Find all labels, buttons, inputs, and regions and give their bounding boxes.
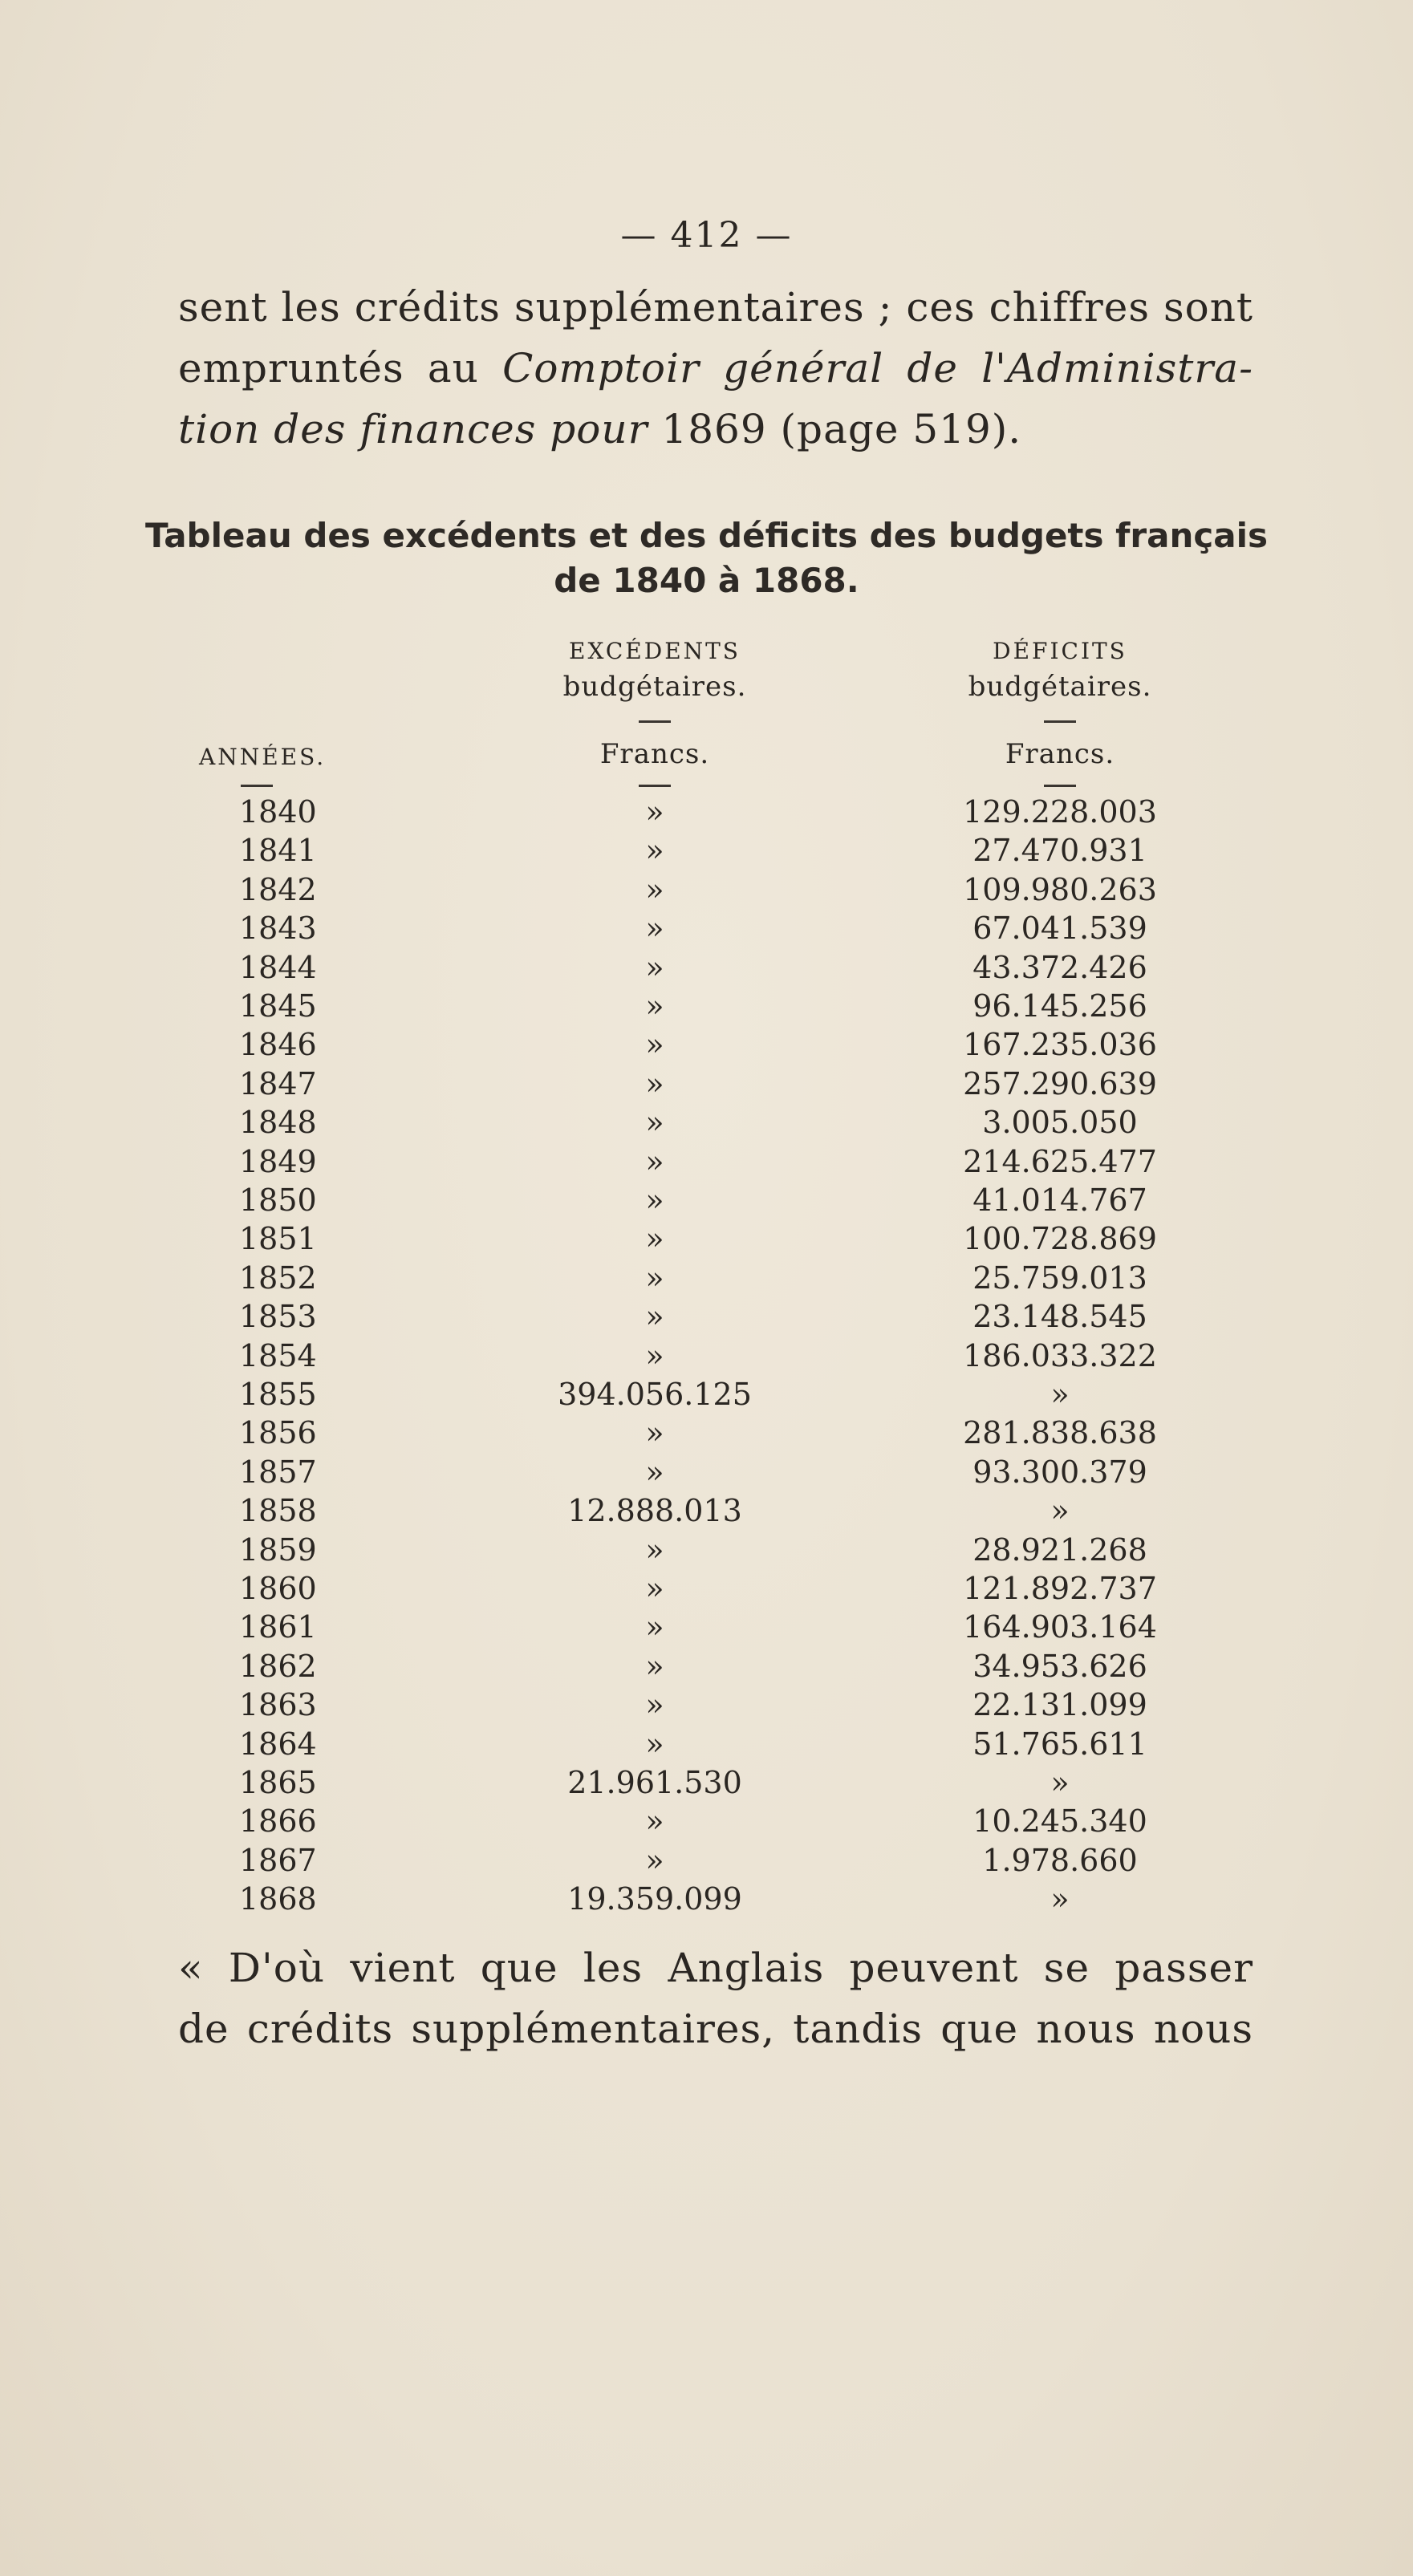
row-excess-value: » bbox=[645, 1338, 664, 1373]
row-deficit-value: 43.372.426 bbox=[972, 950, 1147, 985]
outro-paragraph bbox=[178, 1937, 1253, 2059]
intro-paragraph bbox=[178, 277, 1253, 460]
row-year: 1853 bbox=[239, 1299, 317, 1334]
row-excess-value: » bbox=[645, 794, 664, 830]
row-excess-value: » bbox=[645, 1649, 664, 1684]
deficit-header-sub: budgétaires. bbox=[968, 671, 1152, 703]
row-deficit-value: 164.903.164 bbox=[963, 1609, 1157, 1645]
row-year: 1847 bbox=[239, 1066, 317, 1101]
row-year: 1851 bbox=[239, 1221, 317, 1256]
row-deficit-value: 25.759.013 bbox=[972, 1260, 1147, 1296]
row-deficit-value: 100.728.869 bbox=[963, 1221, 1157, 1256]
row-excess-value: » bbox=[645, 950, 664, 985]
row-year: 1849 bbox=[239, 1144, 317, 1179]
deficit-unit-rule bbox=[1044, 785, 1076, 787]
row-excess-value: » bbox=[645, 1571, 664, 1606]
intro-line-3 bbox=[178, 399, 1253, 460]
row-year: 1862 bbox=[239, 1649, 317, 1684]
row-deficit-value: 23.148.545 bbox=[972, 1299, 1147, 1334]
excess-header-rule bbox=[639, 720, 671, 723]
years-header-rule bbox=[241, 785, 273, 787]
row-year: 1852 bbox=[239, 1260, 317, 1296]
row-year: 1867 bbox=[239, 1843, 317, 1878]
row-year: 1863 bbox=[239, 1687, 317, 1722]
row-deficit-value: » bbox=[1050, 1765, 1070, 1800]
table-title-line-1: Tableau des excédents et des déficits des budgets français bbox=[144, 516, 1268, 555]
row-excess-value: » bbox=[645, 1803, 664, 1839]
row-deficit-value: 167.235.036 bbox=[963, 1027, 1157, 1062]
intro-line-2-italic: Comptoir général de l'Administra- bbox=[502, 345, 1253, 391]
row-deficit-value: 214.625.477 bbox=[963, 1144, 1157, 1179]
row-year: 1864 bbox=[239, 1726, 317, 1762]
row-excess-value: » bbox=[645, 1532, 664, 1568]
table-title bbox=[0, 513, 1413, 603]
row-deficit-value: 109.980.263 bbox=[963, 872, 1157, 907]
outro-line-2: de crédits supplémentaires, tandis que nous nous bbox=[178, 2006, 1253, 2052]
excess-column-header bbox=[510, 634, 799, 704]
deficit-unit: Francs. bbox=[1005, 738, 1115, 770]
row-year: 1866 bbox=[239, 1803, 317, 1839]
row-excess-value: » bbox=[645, 1221, 664, 1256]
row-year: 1858 bbox=[239, 1493, 317, 1528]
row-deficit-value: 51.765.611 bbox=[972, 1726, 1147, 1762]
intro-line-2-roman: empruntés au bbox=[178, 345, 503, 391]
row-year: 1860 bbox=[239, 1571, 317, 1606]
row-year: 1855 bbox=[239, 1377, 317, 1412]
row-year: 1841 bbox=[239, 833, 317, 868]
row-excess-value: » bbox=[645, 1687, 664, 1722]
row-excess-value: » bbox=[645, 1609, 664, 1645]
row-deficit-value: 129.228.003 bbox=[963, 794, 1157, 830]
row-deficit-value: 3.005.050 bbox=[982, 1105, 1138, 1140]
row-excess-value: 21.961.530 bbox=[567, 1765, 742, 1800]
row-excess-value: » bbox=[645, 1144, 664, 1179]
excess-header-caps: EXCÉDENTS bbox=[569, 638, 741, 664]
row-year: 1842 bbox=[239, 872, 317, 907]
row-excess-value: » bbox=[645, 833, 664, 868]
row-deficit-value: » bbox=[1050, 1377, 1070, 1412]
row-deficit-value: 96.145.256 bbox=[972, 988, 1147, 1024]
row-year: 1854 bbox=[239, 1338, 317, 1373]
row-year: 1850 bbox=[239, 1183, 317, 1218]
row-year: 1846 bbox=[239, 1027, 317, 1062]
row-deficit-value: 22.131.099 bbox=[972, 1687, 1147, 1722]
row-excess-value: » bbox=[645, 1105, 664, 1140]
page-number: — 412 — bbox=[620, 215, 793, 256]
row-year: 1865 bbox=[239, 1765, 317, 1800]
row-year: 1857 bbox=[239, 1454, 317, 1490]
row-year: 1848 bbox=[239, 1105, 317, 1140]
row-deficit-value: 257.290.639 bbox=[963, 1066, 1157, 1101]
row-deficit-value: » bbox=[1050, 1493, 1070, 1528]
deficit-header-rule bbox=[1044, 720, 1076, 723]
row-year: 1861 bbox=[239, 1609, 317, 1645]
row-deficit-value: 10.245.340 bbox=[972, 1803, 1147, 1839]
row-year: 1856 bbox=[239, 1415, 317, 1450]
row-excess-value: 19.359.099 bbox=[567, 1881, 742, 1917]
intro-line-2 bbox=[178, 338, 1253, 399]
row-deficit-value: » bbox=[1050, 1881, 1070, 1917]
row-year: 1868 bbox=[239, 1881, 317, 1917]
row-year: 1845 bbox=[239, 988, 317, 1024]
years-column-header: ANNÉES. bbox=[199, 744, 327, 770]
row-excess-value: » bbox=[645, 872, 664, 907]
row-excess-value: » bbox=[645, 911, 664, 946]
row-excess-value: » bbox=[645, 1183, 664, 1218]
row-excess-value: » bbox=[645, 1299, 664, 1334]
deficit-header-caps: DÉFICITS bbox=[993, 638, 1127, 664]
excess-unit-rule bbox=[639, 785, 671, 787]
row-excess-value: » bbox=[645, 1726, 664, 1762]
row-deficit-value: 93.300.379 bbox=[972, 1454, 1147, 1490]
row-deficit-value: 121.892.737 bbox=[963, 1571, 1157, 1606]
outro-line-1: « D'où vient que les Anglais peuvent se passer bbox=[178, 1945, 1253, 1991]
row-year: 1859 bbox=[239, 1532, 317, 1568]
intro-line-1: sent les crédits supplémentaires ; ces chiffres sont bbox=[178, 284, 1253, 331]
intro-line-3-italic: tion des finances pour bbox=[178, 406, 648, 452]
intro-line-3-roman: 1869 (page 519). bbox=[648, 406, 1022, 452]
row-year: 1844 bbox=[239, 950, 317, 985]
row-deficit-value: 67.041.539 bbox=[972, 911, 1147, 946]
row-excess-value: » bbox=[645, 1066, 664, 1101]
row-deficit-value: 34.953.626 bbox=[972, 1649, 1147, 1684]
row-excess-value: » bbox=[645, 1454, 664, 1490]
deficit-column-header bbox=[916, 634, 1204, 704]
row-deficit-value: 28.921.268 bbox=[972, 1532, 1147, 1568]
row-deficit-value: 27.470.931 bbox=[972, 833, 1147, 868]
row-excess-value: » bbox=[645, 1843, 664, 1878]
row-deficit-value: 281.838.638 bbox=[963, 1415, 1157, 1450]
row-year: 1840 bbox=[239, 794, 317, 830]
row-year: 1843 bbox=[239, 911, 317, 946]
row-deficit-value: 186.033.322 bbox=[963, 1338, 1157, 1373]
row-excess-value: » bbox=[645, 1415, 664, 1450]
row-excess-value: 12.888.013 bbox=[567, 1493, 742, 1528]
excess-header-sub: budgétaires. bbox=[562, 671, 747, 703]
row-deficit-value: 41.014.767 bbox=[972, 1183, 1147, 1218]
row-excess-value: 394.056.125 bbox=[558, 1377, 752, 1412]
row-excess-value: » bbox=[645, 988, 664, 1024]
table-title-line-2: de 1840 à 1868. bbox=[554, 561, 859, 600]
row-deficit-value: 1.978.660 bbox=[982, 1843, 1138, 1878]
row-excess-value: » bbox=[645, 1027, 664, 1062]
excess-unit: Francs. bbox=[599, 738, 710, 770]
row-excess-value: » bbox=[645, 1260, 664, 1296]
